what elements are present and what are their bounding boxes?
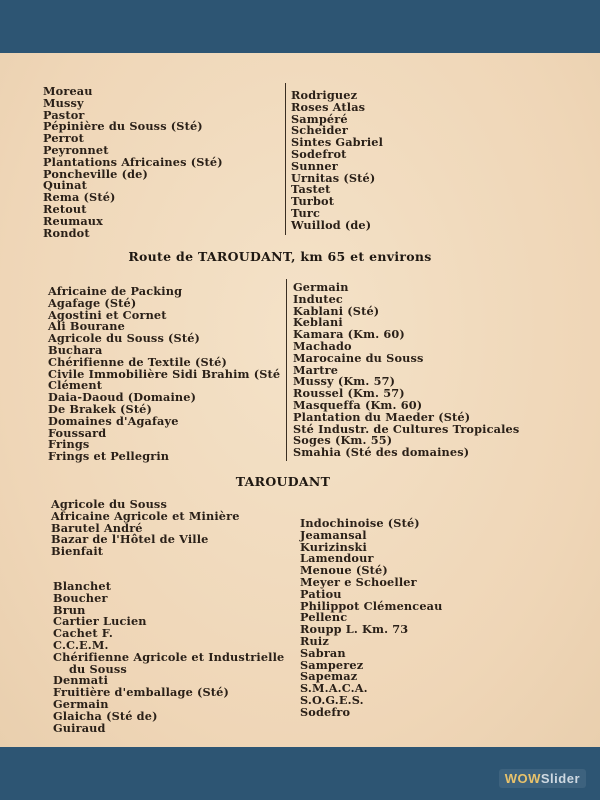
entry-name: Sodefrot bbox=[291, 146, 347, 161]
entry-name: Soges (Km. 55) bbox=[293, 433, 393, 448]
section2-right-column bbox=[293, 282, 519, 459]
entry-name: Rema (Sté) bbox=[43, 190, 116, 205]
entry-name: Kurizinski bbox=[300, 539, 367, 554]
entry-name: Daia-Daoud (Domaine) bbox=[48, 390, 197, 405]
entry-name: Keblani bbox=[293, 315, 343, 330]
wowslider-logo: WOWSlider bbox=[499, 769, 586, 788]
entry-name: S.O.G.E.S. bbox=[300, 692, 364, 707]
entry-name: Agricole du Souss bbox=[51, 497, 167, 511]
entry-name: Clément bbox=[48, 378, 103, 393]
entry-name: C.C.E.M. bbox=[53, 637, 109, 652]
entry-name: Mussy bbox=[43, 95, 84, 110]
entry-name: Turbot bbox=[291, 194, 335, 209]
entry-name: Patiou bbox=[300, 586, 342, 601]
entry-name: Sodefro bbox=[300, 704, 351, 719]
section1-right-column bbox=[291, 90, 383, 232]
entry-name: Scheider bbox=[291, 123, 348, 138]
entry-name: Chérifienne Agricole et Industrielle bbox=[53, 649, 285, 664]
entry-name: Roussel (Km. 57) bbox=[293, 386, 405, 401]
entry-name: Meyer e Schoeller bbox=[300, 574, 417, 589]
entry-name: Machado bbox=[293, 338, 352, 353]
section3-left-column-top bbox=[51, 499, 240, 558]
entry-name: Retout bbox=[43, 201, 87, 216]
entry-name: Sunner bbox=[291, 158, 338, 173]
entry-name: Lamendour bbox=[300, 551, 374, 566]
entry-name: du Souss bbox=[69, 661, 127, 676]
section1-left-column bbox=[43, 86, 223, 239]
entry-name: Boucher bbox=[53, 590, 108, 605]
entry-name: Tastet bbox=[291, 182, 331, 197]
entry-name: De Brakek (Sté) bbox=[48, 401, 153, 416]
entry-name: Blanchet bbox=[53, 579, 112, 593]
heading-taroudant: TAROUDANT bbox=[235, 474, 331, 489]
entry-name: Wuillod (de) bbox=[291, 217, 372, 232]
entry-name: Chérifienne de Textile (Sté) bbox=[48, 354, 227, 369]
entry-name: Perrot bbox=[43, 131, 84, 146]
heading-route-taroudant: Route de TAROUDANT, km 65 et environs bbox=[128, 249, 432, 264]
entry-name: Cachet F. bbox=[53, 626, 113, 641]
entry-name: Africaine de Packing bbox=[48, 284, 183, 298]
entry-name: Barutel André bbox=[51, 520, 143, 535]
section2-left-column bbox=[48, 286, 280, 463]
entry-name: Kablani (Sté) bbox=[293, 303, 380, 318]
entry-name: Philippot Clémenceau bbox=[300, 598, 443, 613]
entry-name: Guiraud bbox=[53, 720, 106, 735]
entry-name: Moreau bbox=[43, 84, 93, 98]
entry-name: Masqueffa (Km. 60) bbox=[293, 397, 423, 412]
entry-name: Germain bbox=[53, 696, 109, 711]
entry-name: Cartier Lucien bbox=[53, 614, 147, 629]
entry-name: Samperez bbox=[300, 657, 364, 672]
entry-name: Agafage (Sté) bbox=[48, 295, 137, 310]
entry-name: Roses Atlas bbox=[291, 99, 366, 114]
entry-name: Sampéré bbox=[291, 111, 348, 126]
entry-name: Turc bbox=[291, 205, 321, 220]
entry-name: Indochinoise (Sté) bbox=[300, 516, 420, 530]
entry-name: Smahia (Sté des domaines) bbox=[293, 445, 470, 460]
section2-divider bbox=[286, 279, 287, 461]
entry-name: Bienfait bbox=[51, 544, 104, 559]
section1-divider bbox=[285, 83, 286, 235]
entry-name: Ruiz bbox=[300, 633, 329, 648]
entry-name: Mussy (Km. 57) bbox=[293, 374, 396, 389]
entry-name: Frings bbox=[48, 437, 90, 452]
entry-name: Civile Immobilière Sidi Brahim (Sté bbox=[48, 366, 281, 381]
entry-name: Buchara bbox=[48, 342, 103, 357]
entry-name: Peyronnet bbox=[43, 142, 109, 157]
entry-name: Frings et Pellegrin bbox=[48, 449, 170, 464]
section3-left-column-bottom bbox=[53, 581, 284, 734]
entry-name: Sabran bbox=[300, 645, 346, 660]
entry-name: Ali Bourane bbox=[48, 319, 125, 334]
scanned-page bbox=[0, 53, 600, 747]
entry-name: Brun bbox=[53, 602, 86, 617]
entry-name: Denmati bbox=[53, 673, 109, 688]
entry-name: Reumaux bbox=[43, 213, 104, 228]
entry-name: Agricole du Souss (Sté) bbox=[48, 331, 201, 346]
entry-name: Pastor bbox=[43, 107, 85, 122]
entry-name: Germain bbox=[293, 280, 349, 294]
entry-name: Indutec bbox=[293, 291, 343, 306]
entry-name: Sté Industr. de Cultures Tropicales bbox=[293, 421, 520, 436]
entry-name: Rondot bbox=[43, 225, 90, 240]
entry-name: Jeamansal bbox=[300, 527, 367, 542]
entry-name: Pellenc bbox=[300, 610, 348, 625]
entry-name: Bazar de l'Hôtel de Ville bbox=[51, 532, 209, 547]
entry-name: Africaine Agricole et Minière bbox=[51, 508, 240, 523]
entry-name: Poncheville (de) bbox=[43, 166, 148, 181]
entry-name: Foussard bbox=[48, 425, 107, 440]
entry-name: Menoue (Sté) bbox=[300, 563, 388, 578]
entry-name: Rodriguez bbox=[291, 88, 358, 102]
entry-name: Urnitas (Sté) bbox=[291, 170, 376, 185]
entry-name: Sapemaz bbox=[300, 669, 358, 684]
entry-name: Fruitière d'emballage (Sté) bbox=[53, 685, 229, 700]
entry-name: Sintes Gabriel bbox=[291, 135, 384, 150]
entry-name: Marocaine du Souss bbox=[293, 350, 424, 365]
entry-name: Plantation du Maeder (Sté) bbox=[293, 409, 471, 424]
entry-name: Pépinière du Souss (Sté) bbox=[43, 119, 203, 134]
entry-name: Domaines d'Agafaye bbox=[48, 413, 179, 428]
entry-name: Plantations Africaines (Sté) bbox=[43, 154, 223, 169]
entry-name: Glaicha (Sté de) bbox=[53, 708, 158, 723]
entry-name: Kamara (Km. 60) bbox=[293, 327, 405, 342]
section3-right-column bbox=[300, 518, 443, 719]
entry-name: Quinat bbox=[43, 178, 87, 193]
entry-name: Roupp L. Km. 73 bbox=[300, 622, 409, 637]
entry-name: Martre bbox=[293, 362, 339, 377]
entry-name: S.M.A.C.A. bbox=[300, 681, 368, 696]
entry-name: Agostini et Cornet bbox=[48, 307, 167, 322]
